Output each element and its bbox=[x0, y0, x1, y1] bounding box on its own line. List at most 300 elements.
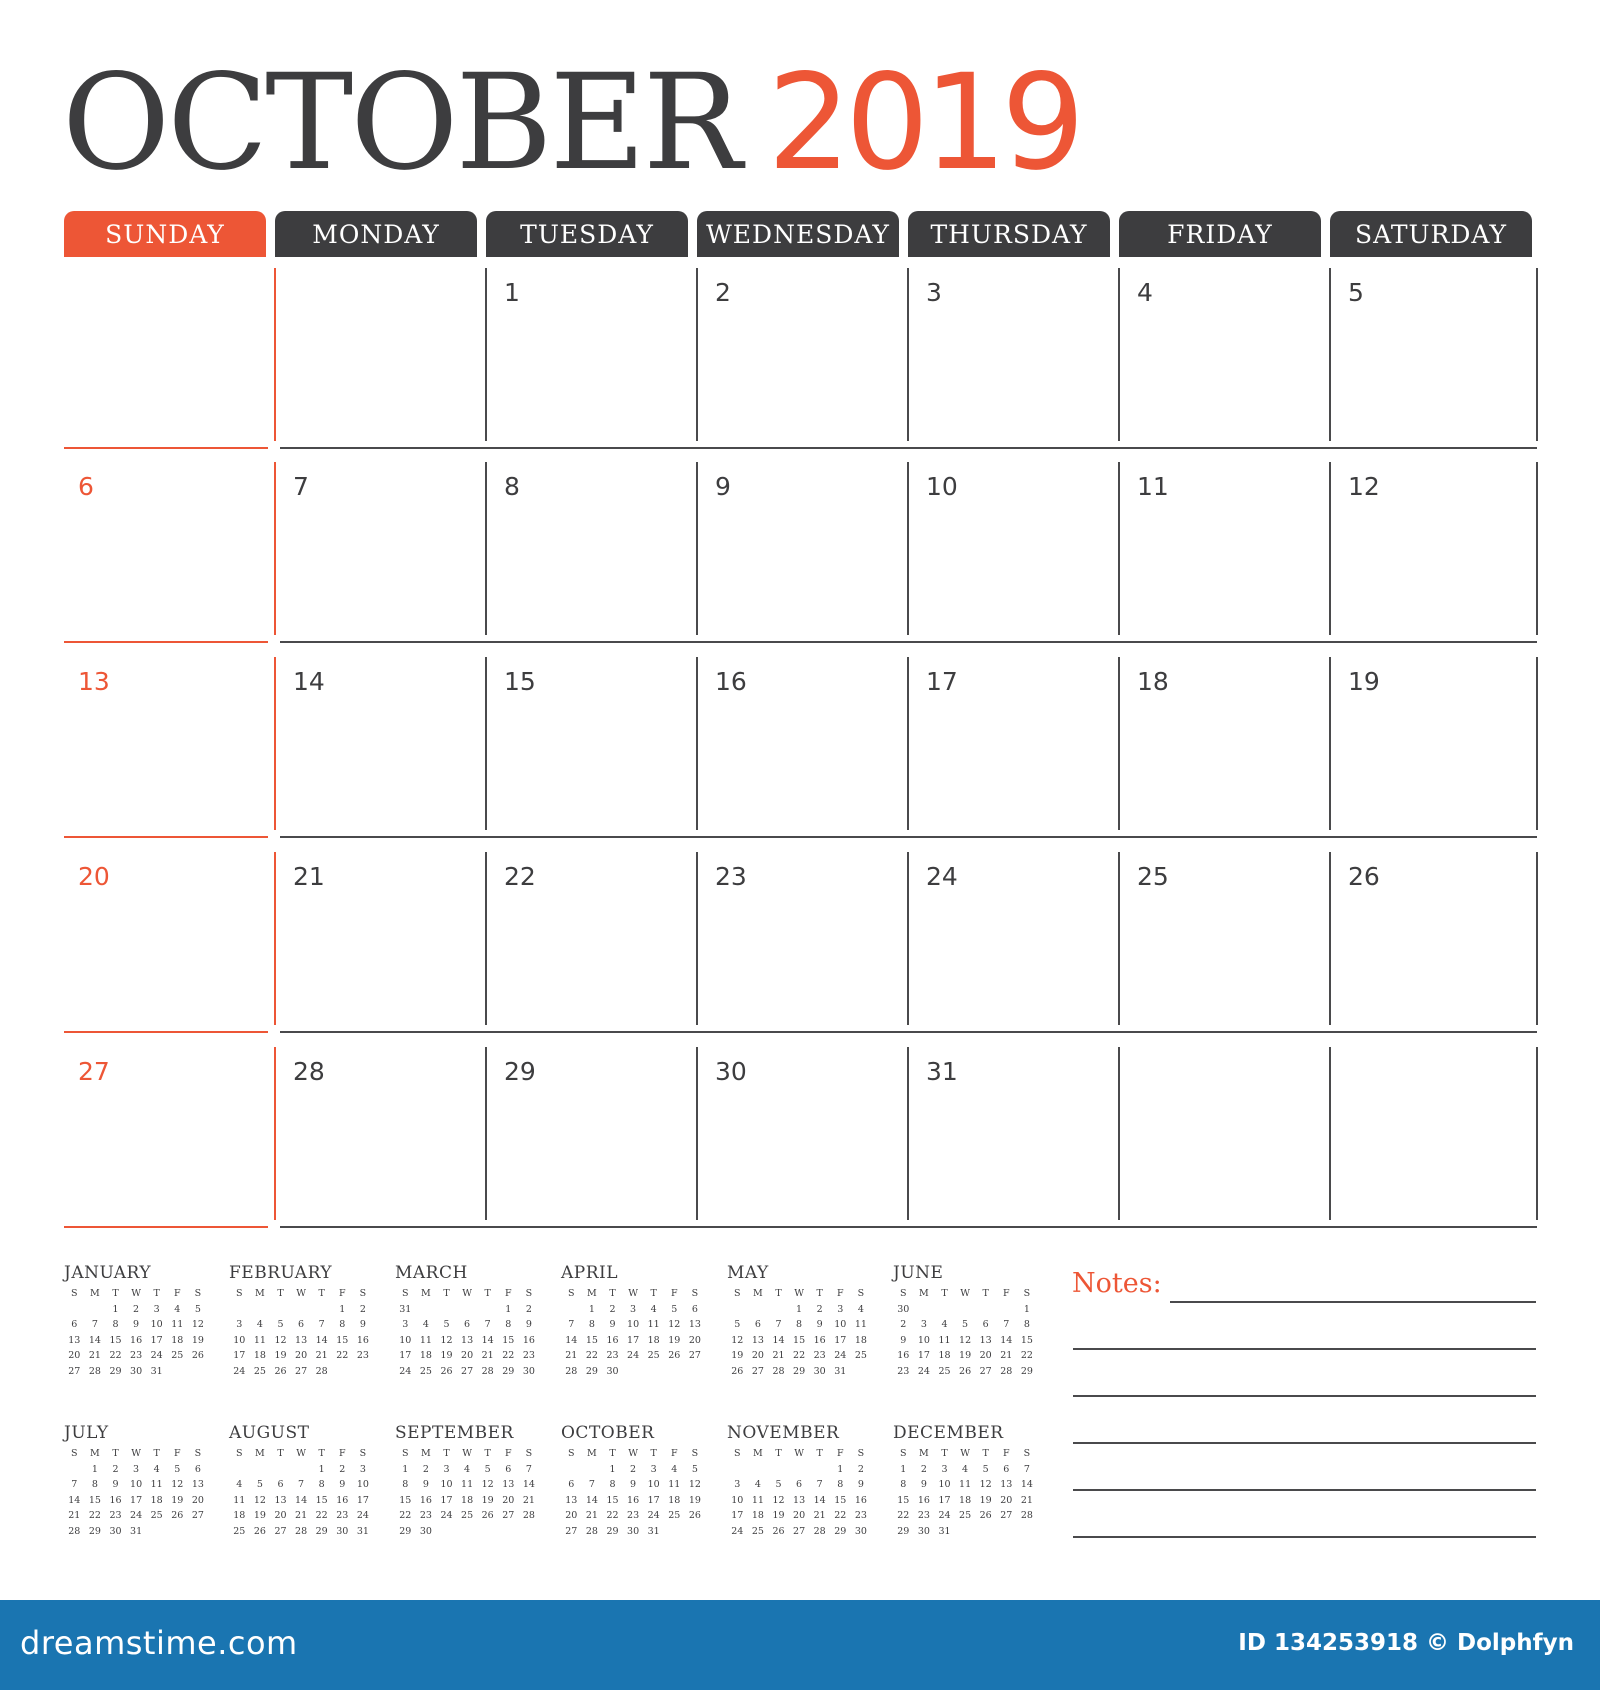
mini-day bbox=[748, 1462, 769, 1478]
day-number: 18 bbox=[1137, 667, 1169, 696]
mini-calendar-october bbox=[561, 1422, 711, 1540]
mini-day: 27 bbox=[751, 1365, 764, 1377]
footer-brand-logo[interactable]: dreamstime.com bbox=[20, 1624, 298, 1662]
mini-day: 14 bbox=[481, 1334, 494, 1346]
mini-day: 30 bbox=[336, 1525, 349, 1537]
mini-day bbox=[436, 1302, 457, 1318]
mini-day bbox=[229, 1302, 250, 1318]
mini-weekday-letter: T bbox=[982, 1448, 989, 1459]
mini-day: 24 bbox=[627, 1350, 640, 1362]
mini-day: 5 bbox=[256, 1479, 263, 1491]
mini-weekday-letter: W bbox=[462, 1288, 472, 1299]
mini-day: 21 bbox=[813, 1510, 826, 1522]
grid-row-divider bbox=[280, 1226, 1537, 1228]
mini-weekday-letter: W bbox=[794, 1448, 804, 1459]
mini-day: 3 bbox=[133, 1463, 140, 1475]
mini-day: 7 bbox=[568, 1319, 575, 1331]
mini-day: 4 bbox=[422, 1319, 429, 1331]
grid-column-divider bbox=[1536, 657, 1538, 830]
mini-day: 3 bbox=[837, 1303, 844, 1315]
mini-day: 23 bbox=[522, 1350, 535, 1362]
mini-day: 30 bbox=[522, 1365, 535, 1377]
mini-day: 13 bbox=[191, 1479, 204, 1491]
day-number: 14 bbox=[293, 667, 325, 696]
day-number: 17 bbox=[926, 667, 958, 696]
mini-day: 17 bbox=[917, 1350, 930, 1362]
weekday-header-thursday: THURSDAY bbox=[908, 211, 1110, 257]
mini-calendar-table bbox=[561, 1286, 705, 1380]
mini-day: 19 bbox=[253, 1510, 266, 1522]
mini-day: 2 bbox=[900, 1319, 907, 1331]
mini-weekday-letter: W bbox=[131, 1288, 141, 1299]
mini-calendar-table bbox=[561, 1446, 705, 1540]
mini-day: 25 bbox=[171, 1350, 184, 1362]
mini-weekday-letter: M bbox=[255, 1448, 265, 1459]
mini-day: 23 bbox=[606, 1350, 619, 1362]
mini-day bbox=[748, 1302, 769, 1318]
mini-day: 10 bbox=[150, 1319, 163, 1331]
day-number: 23 bbox=[715, 862, 747, 891]
grid-column-divider bbox=[1536, 1047, 1538, 1220]
mini-calendar-table bbox=[229, 1446, 373, 1540]
grid-row-divider bbox=[280, 836, 1537, 838]
mini-day: 31 bbox=[150, 1365, 163, 1377]
mini-day: 23 bbox=[854, 1510, 867, 1522]
footer-bar bbox=[0, 1600, 1600, 1690]
mini-weekday-letter: S bbox=[1023, 1288, 1031, 1299]
mini-day: 23 bbox=[356, 1350, 369, 1362]
grid-column-divider bbox=[1329, 462, 1331, 635]
mini-day bbox=[250, 1462, 271, 1478]
mini-day: 11 bbox=[751, 1494, 764, 1506]
mini-day: 10 bbox=[938, 1479, 951, 1491]
mini-day: 23 bbox=[627, 1510, 640, 1522]
grid-column-divider bbox=[274, 657, 276, 830]
mini-day: 9 bbox=[525, 1319, 532, 1331]
mini-day: 28 bbox=[68, 1525, 81, 1537]
mini-weekday-letter: F bbox=[836, 1288, 844, 1299]
mini-day: 9 bbox=[900, 1334, 907, 1346]
mini-day: 11 bbox=[854, 1319, 867, 1331]
mini-calendar-month-name: NOVEMBER bbox=[727, 1423, 840, 1443]
mini-day: 7 bbox=[71, 1479, 78, 1491]
mini-weekday-letter: F bbox=[670, 1288, 678, 1299]
mini-day: 7 bbox=[298, 1479, 305, 1491]
mini-day: 30 bbox=[627, 1525, 640, 1537]
mini-day: 9 bbox=[920, 1479, 927, 1491]
day-number: 19 bbox=[1348, 667, 1380, 696]
day-number: 30 bbox=[715, 1057, 747, 1086]
mini-day: 31 bbox=[938, 1525, 951, 1537]
mini-weekday-letter: T bbox=[816, 1448, 823, 1459]
mini-day: 14 bbox=[522, 1479, 535, 1491]
mini-weekday-letter: S bbox=[359, 1288, 367, 1299]
mini-day: 7 bbox=[318, 1319, 325, 1331]
mini-day: 6 bbox=[796, 1479, 803, 1491]
mini-day: 6 bbox=[71, 1319, 78, 1331]
mini-day: 12 bbox=[191, 1319, 204, 1331]
mini-day: 30 bbox=[419, 1525, 432, 1537]
mini-day: 5 bbox=[194, 1303, 201, 1315]
mini-weekday-letter: S bbox=[900, 1448, 907, 1459]
mini-day: 26 bbox=[688, 1510, 701, 1522]
mini-day: 28 bbox=[772, 1365, 785, 1377]
grid-column-divider bbox=[907, 1047, 909, 1220]
mini-weekday-letter: T bbox=[609, 1448, 616, 1459]
mini-day: 3 bbox=[236, 1319, 243, 1331]
mini-day: 17 bbox=[399, 1350, 412, 1362]
mini-day: 3 bbox=[630, 1303, 637, 1315]
mini-day: 6 bbox=[1003, 1463, 1010, 1475]
mini-weekday-letter: F bbox=[173, 1448, 181, 1459]
mini-weekday-letter: W bbox=[628, 1448, 638, 1459]
mini-calendar-table bbox=[395, 1446, 539, 1540]
mini-day: 4 bbox=[174, 1303, 181, 1315]
day-number: 12 bbox=[1348, 472, 1380, 501]
mini-weekday-letter: M bbox=[587, 1288, 597, 1299]
mini-day: 26 bbox=[191, 1350, 204, 1362]
mini-day: 17 bbox=[150, 1334, 163, 1346]
mini-weekday-letter: T bbox=[941, 1448, 948, 1459]
mini-day: 13 bbox=[793, 1494, 806, 1506]
grid-column-divider bbox=[485, 462, 487, 635]
mini-day: 3 bbox=[402, 1319, 409, 1331]
mini-day: 10 bbox=[399, 1334, 412, 1346]
mini-day: 2 bbox=[339, 1463, 346, 1475]
mini-day: 20 bbox=[461, 1350, 474, 1362]
weekday-header-sunday: SUNDAY bbox=[64, 211, 266, 257]
mini-day: 12 bbox=[253, 1494, 266, 1506]
mini-day: 9 bbox=[630, 1479, 637, 1491]
mini-day: 29 bbox=[88, 1525, 101, 1537]
mini-day: 7 bbox=[1003, 1319, 1010, 1331]
grid-column-divider bbox=[696, 852, 698, 1025]
mini-day: 1 bbox=[609, 1463, 616, 1475]
mini-weekday-letter: S bbox=[734, 1448, 741, 1459]
mini-day: 29 bbox=[1020, 1365, 1033, 1377]
day-cell[interactable] bbox=[1330, 1037, 1532, 1226]
mini-day: 13 bbox=[979, 1334, 992, 1346]
mini-day: 11 bbox=[150, 1479, 163, 1491]
mini-day bbox=[1017, 1524, 1038, 1540]
mini-weekday-letter: T bbox=[277, 1288, 284, 1299]
mini-day: 12 bbox=[668, 1319, 681, 1331]
mini-day: 2 bbox=[609, 1303, 616, 1315]
mini-day bbox=[664, 1524, 685, 1540]
mini-day: 8 bbox=[402, 1479, 409, 1491]
mini-day: 25 bbox=[233, 1525, 246, 1537]
mini-day: 24 bbox=[356, 1510, 369, 1522]
mini-day: 14 bbox=[315, 1334, 328, 1346]
mini-day: 14 bbox=[68, 1494, 81, 1506]
mini-day: 5 bbox=[671, 1303, 678, 1315]
mini-day: 8 bbox=[112, 1319, 119, 1331]
mini-day: 21 bbox=[88, 1350, 101, 1362]
mini-weekday-letter: T bbox=[277, 1448, 284, 1459]
mini-day bbox=[996, 1524, 1017, 1540]
grid-column-divider bbox=[696, 268, 698, 441]
mini-calendar-month-name: APRIL bbox=[561, 1263, 619, 1283]
mini-weekday-letter: F bbox=[338, 1448, 346, 1459]
mini-weekday-letter: S bbox=[691, 1288, 699, 1299]
mini-day: 13 bbox=[502, 1479, 515, 1491]
mini-day: 20 bbox=[191, 1494, 204, 1506]
mini-day: 1 bbox=[91, 1463, 98, 1475]
mini-day: 4 bbox=[754, 1479, 761, 1491]
mini-day: 27 bbox=[793, 1525, 806, 1537]
mini-calendar-month-name: JUNE bbox=[893, 1263, 944, 1283]
grid-column-divider bbox=[485, 268, 487, 441]
mini-day bbox=[975, 1524, 996, 1540]
mini-weekday-letter: T bbox=[941, 1288, 948, 1299]
day-cell[interactable] bbox=[1119, 1037, 1321, 1226]
notes-line bbox=[1073, 1348, 1536, 1350]
mini-day: 18 bbox=[959, 1494, 972, 1506]
mini-day: 16 bbox=[897, 1350, 910, 1362]
mini-day: 28 bbox=[565, 1365, 578, 1377]
day-number: 2 bbox=[715, 278, 731, 307]
mini-calendar-table bbox=[727, 1446, 871, 1540]
mini-day: 16 bbox=[356, 1334, 369, 1346]
mini-day bbox=[685, 1364, 706, 1380]
mini-calendar-month-name: FEBRUARY bbox=[229, 1263, 333, 1283]
mini-day: 11 bbox=[419, 1334, 432, 1346]
mini-day: 15 bbox=[502, 1334, 515, 1346]
mini-day: 19 bbox=[959, 1350, 972, 1362]
mini-day: 28 bbox=[1000, 1365, 1013, 1377]
mini-day: 21 bbox=[68, 1510, 81, 1522]
mini-day bbox=[250, 1302, 271, 1318]
mini-day: 28 bbox=[88, 1365, 101, 1377]
mini-day: 23 bbox=[897, 1365, 910, 1377]
weekday-header-tuesday: TUESDAY bbox=[486, 211, 688, 257]
mini-day: 19 bbox=[191, 1334, 204, 1346]
mini-day: 10 bbox=[627, 1319, 640, 1331]
mini-day: 2 bbox=[857, 1463, 864, 1475]
mini-day: 25 bbox=[959, 1510, 972, 1522]
mini-day: 17 bbox=[647, 1494, 660, 1506]
mini-day: 17 bbox=[731, 1510, 744, 1522]
mini-weekday-letter: T bbox=[609, 1288, 616, 1299]
day-number: 16 bbox=[715, 667, 747, 696]
mini-day bbox=[332, 1364, 353, 1380]
mini-day: 5 bbox=[174, 1463, 181, 1475]
mini-day: 29 bbox=[897, 1525, 910, 1537]
notes-line bbox=[1170, 1301, 1536, 1303]
mini-calendar-month-name: JULY bbox=[64, 1423, 109, 1443]
mini-day: 14 bbox=[88, 1334, 101, 1346]
mini-day: 28 bbox=[295, 1525, 308, 1537]
mini-day bbox=[457, 1302, 478, 1318]
day-cell[interactable] bbox=[64, 258, 266, 447]
mini-day: 4 bbox=[941, 1319, 948, 1331]
page-title bbox=[62, 48, 1079, 198]
mini-day: 2 bbox=[133, 1303, 140, 1315]
mini-calendar-june bbox=[893, 1262, 1043, 1380]
mini-day: 15 bbox=[793, 1334, 806, 1346]
mini-day: 1 bbox=[505, 1303, 512, 1315]
mini-day: 17 bbox=[627, 1334, 640, 1346]
mini-day: 29 bbox=[502, 1365, 515, 1377]
mini-day bbox=[64, 1302, 85, 1318]
grid-row-divider-sunday bbox=[64, 836, 268, 838]
mini-day: 21 bbox=[565, 1350, 578, 1362]
mini-weekday-letter: T bbox=[484, 1288, 491, 1299]
mini-day: 27 bbox=[688, 1350, 701, 1362]
mini-day bbox=[623, 1364, 644, 1380]
mini-day: 22 bbox=[336, 1350, 349, 1362]
mini-weekday-letter: S bbox=[1023, 1448, 1031, 1459]
mini-day: 27 bbox=[274, 1525, 287, 1537]
mini-weekday-letter: S bbox=[568, 1288, 575, 1299]
mini-day: 7 bbox=[588, 1479, 595, 1491]
mini-day: 25 bbox=[150, 1510, 163, 1522]
mini-day: 23 bbox=[130, 1350, 143, 1362]
mini-day: 8 bbox=[318, 1479, 325, 1491]
mini-day: 15 bbox=[88, 1494, 101, 1506]
mini-day: 14 bbox=[772, 1334, 785, 1346]
mini-day: 2 bbox=[112, 1463, 119, 1475]
mini-day: 26 bbox=[481, 1510, 494, 1522]
mini-day: 19 bbox=[481, 1494, 494, 1506]
mini-day: 13 bbox=[1000, 1479, 1013, 1491]
mini-day: 24 bbox=[834, 1350, 847, 1362]
mini-day: 26 bbox=[979, 1510, 992, 1522]
mini-day bbox=[188, 1524, 209, 1540]
day-number: 11 bbox=[1137, 472, 1169, 501]
mini-day: 17 bbox=[356, 1494, 369, 1506]
grid-row-divider-sunday bbox=[64, 641, 268, 643]
mini-weekday-letter: S bbox=[236, 1288, 243, 1299]
mini-weekday-letter: T bbox=[318, 1448, 325, 1459]
mini-day bbox=[291, 1302, 312, 1318]
mini-day: 2 bbox=[359, 1303, 366, 1315]
notes-line bbox=[1073, 1489, 1536, 1491]
grid-column-divider bbox=[696, 657, 698, 830]
mini-day: 29 bbox=[606, 1525, 619, 1537]
mini-day: 9 bbox=[816, 1319, 823, 1331]
mini-day bbox=[270, 1302, 291, 1318]
mini-day: 16 bbox=[109, 1494, 122, 1506]
mini-day bbox=[643, 1364, 664, 1380]
grid-column-divider bbox=[1329, 657, 1331, 830]
day-cell[interactable] bbox=[64, 452, 266, 641]
mini-calendar-january bbox=[64, 1262, 214, 1380]
mini-weekday-letter: T bbox=[153, 1448, 160, 1459]
mini-day: 18 bbox=[668, 1494, 681, 1506]
mini-weekday-letter: M bbox=[90, 1448, 100, 1459]
mini-weekday-letter: M bbox=[753, 1448, 763, 1459]
mini-day bbox=[291, 1462, 312, 1478]
mini-day bbox=[311, 1302, 332, 1318]
mini-day: 21 bbox=[1020, 1494, 1033, 1506]
grid-row-divider bbox=[280, 1031, 1537, 1033]
mini-day: 12 bbox=[772, 1494, 785, 1506]
mini-day: 21 bbox=[295, 1510, 308, 1522]
mini-day: 22 bbox=[502, 1350, 515, 1362]
mini-day: 24 bbox=[130, 1510, 143, 1522]
mini-day: 11 bbox=[668, 1479, 681, 1491]
mini-weekday-letter: S bbox=[236, 1448, 243, 1459]
mini-day bbox=[975, 1302, 996, 1318]
mini-day: 20 bbox=[274, 1510, 287, 1522]
mini-day: 19 bbox=[440, 1350, 453, 1362]
day-number: 9 bbox=[715, 472, 731, 501]
mini-day: 29 bbox=[834, 1525, 847, 1537]
mini-day: 31 bbox=[130, 1525, 143, 1537]
weekday-header-monday: MONDAY bbox=[275, 211, 477, 257]
mini-day: 6 bbox=[754, 1319, 761, 1331]
mini-weekday-letter: F bbox=[836, 1448, 844, 1459]
mini-day: 11 bbox=[938, 1334, 951, 1346]
grid-column-divider bbox=[1536, 852, 1538, 1025]
mini-calendar-september bbox=[395, 1422, 545, 1540]
mini-weekday-letter: F bbox=[670, 1448, 678, 1459]
mini-day: 9 bbox=[422, 1479, 429, 1491]
mini-day: 24 bbox=[440, 1510, 453, 1522]
day-number: 28 bbox=[293, 1057, 325, 1086]
mini-calendar-month-name: OCTOBER bbox=[561, 1423, 655, 1443]
mini-day: 12 bbox=[688, 1479, 701, 1491]
mini-day: 1 bbox=[402, 1463, 409, 1475]
mini-day: 29 bbox=[109, 1365, 122, 1377]
mini-weekday-letter: W bbox=[296, 1288, 306, 1299]
grid-column-divider bbox=[485, 1047, 487, 1220]
mini-day: 4 bbox=[236, 1479, 243, 1491]
mini-day: 18 bbox=[938, 1350, 951, 1362]
mini-day: 28 bbox=[813, 1525, 826, 1537]
mini-day: 1 bbox=[1023, 1303, 1030, 1315]
mini-day: 19 bbox=[688, 1494, 701, 1506]
mini-day: 3 bbox=[153, 1303, 160, 1315]
mini-day: 11 bbox=[461, 1479, 474, 1491]
weekday-header-wednesday: WEDNESDAY bbox=[697, 211, 899, 257]
mini-day: 9 bbox=[339, 1479, 346, 1491]
mini-day: 18 bbox=[233, 1510, 246, 1522]
mini-day bbox=[85, 1302, 106, 1318]
mini-weekday-letter: W bbox=[131, 1448, 141, 1459]
mini-weekday-letter: M bbox=[421, 1448, 431, 1459]
mini-day: 13 bbox=[461, 1334, 474, 1346]
mini-weekday-letter: W bbox=[960, 1448, 970, 1459]
mini-day bbox=[436, 1524, 457, 1540]
mini-day: 19 bbox=[171, 1494, 184, 1506]
mini-day: 4 bbox=[153, 1463, 160, 1475]
mini-calendar-december bbox=[893, 1422, 1043, 1540]
day-number: 20 bbox=[78, 862, 110, 891]
mini-day: 10 bbox=[233, 1334, 246, 1346]
mini-day: 22 bbox=[88, 1510, 101, 1522]
mini-day: 20 bbox=[751, 1350, 764, 1362]
grid-column-divider bbox=[1118, 268, 1120, 441]
mini-day: 5 bbox=[775, 1479, 782, 1491]
mini-day: 11 bbox=[253, 1334, 266, 1346]
grid-column-divider bbox=[1329, 852, 1331, 1025]
mini-weekday-letter: S bbox=[402, 1288, 409, 1299]
mini-day: 3 bbox=[359, 1463, 366, 1475]
day-cell[interactable] bbox=[275, 258, 477, 447]
mini-day: 1 bbox=[588, 1303, 595, 1315]
grid-column-divider bbox=[1118, 1047, 1120, 1220]
mini-weekday-letter: S bbox=[71, 1448, 78, 1459]
mini-day: 21 bbox=[772, 1350, 785, 1362]
mini-day: 15 bbox=[834, 1494, 847, 1506]
mini-day: 10 bbox=[440, 1479, 453, 1491]
mini-day: 18 bbox=[150, 1494, 163, 1506]
mini-day: 15 bbox=[109, 1334, 122, 1346]
mini-calendar-table bbox=[893, 1286, 1037, 1380]
mini-day: 8 bbox=[609, 1479, 616, 1491]
